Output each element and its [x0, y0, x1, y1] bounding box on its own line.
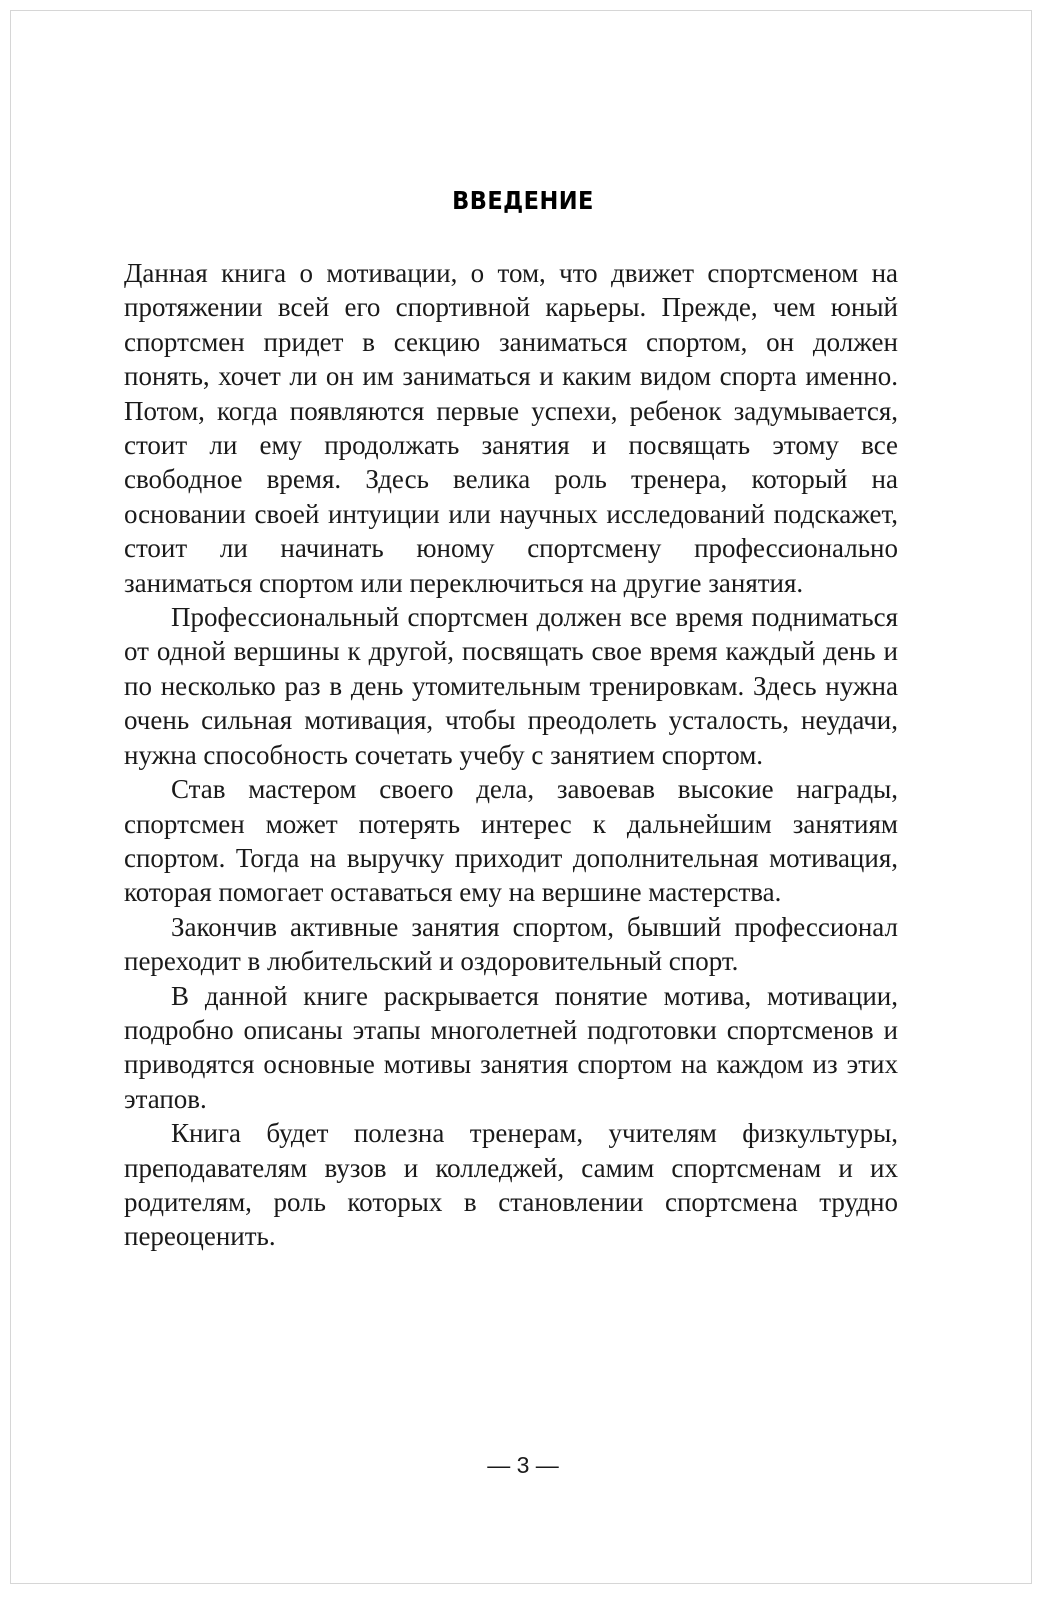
paragraph-1: Данная книга о мотивации, о том, что движет спортсменом на протяжении всей его спортивной карьеры. Прежде, чем юный спортсмен придет в секцию заниматься спортом, он должен понять, хочет ли он им заниматься и каким видом спорта именно. Потом, когда появляются первые успехи, ребенок задумывается, стоит ли ему продолжать занятия и посвящать этому все свободное время. Здесь велика роль тренера, который на основании своей интуиции или научных исследований подскажет, стоит ли начинать юному спортсмену профессионально заниматься спортом или переключиться на другие занятия. [124, 258, 898, 598]
chapter-heading: ВВЕДЕНИЕ [452, 186, 594, 215]
paragraph-3: Став мастером своего дела, завоевав высокие награды, спортсмен может потерять интерес к дальнейшим занятиям спортом. Тогда на выручку приходит дополнительная мотивация, которая помогает оставаться ему на вершине мастерства. [124, 774, 898, 908]
paragraph-4: Закончив активные занятия спортом, бывший профессионал переходит в любительский и оздоровительный спорт. [124, 911, 898, 977]
paragraph-2: Профессиональный спортсмен должен все время подниматься от одной вершины к другой, посвящать свое время каждый день и по несколько раз в день утомительным тренировкам. Здесь нужна очень сильная мотивация, чтобы преодолеть усталость, неудачи, нужна способность сочетать учебу с занятием спортом. [124, 602, 898, 770]
page-number: — 3 — [487, 1452, 559, 1478]
paragraph-6: Книга будет полезна тренерам, учителям физкультуры, преподавателям вузов и колледжей, самим спортсменам и их родителям, роль которых в становлении спортсмена трудно переоценить. [124, 1118, 898, 1252]
body-text [124, 256, 898, 1254]
paragraph-5: В данной книге раскрывается понятие мотива, мотивации, подробно описаны этапы многолетней подготовки спортсменов и приводятся основные мотивы занятия спортом на каждом из этих этапов. [124, 980, 898, 1114]
